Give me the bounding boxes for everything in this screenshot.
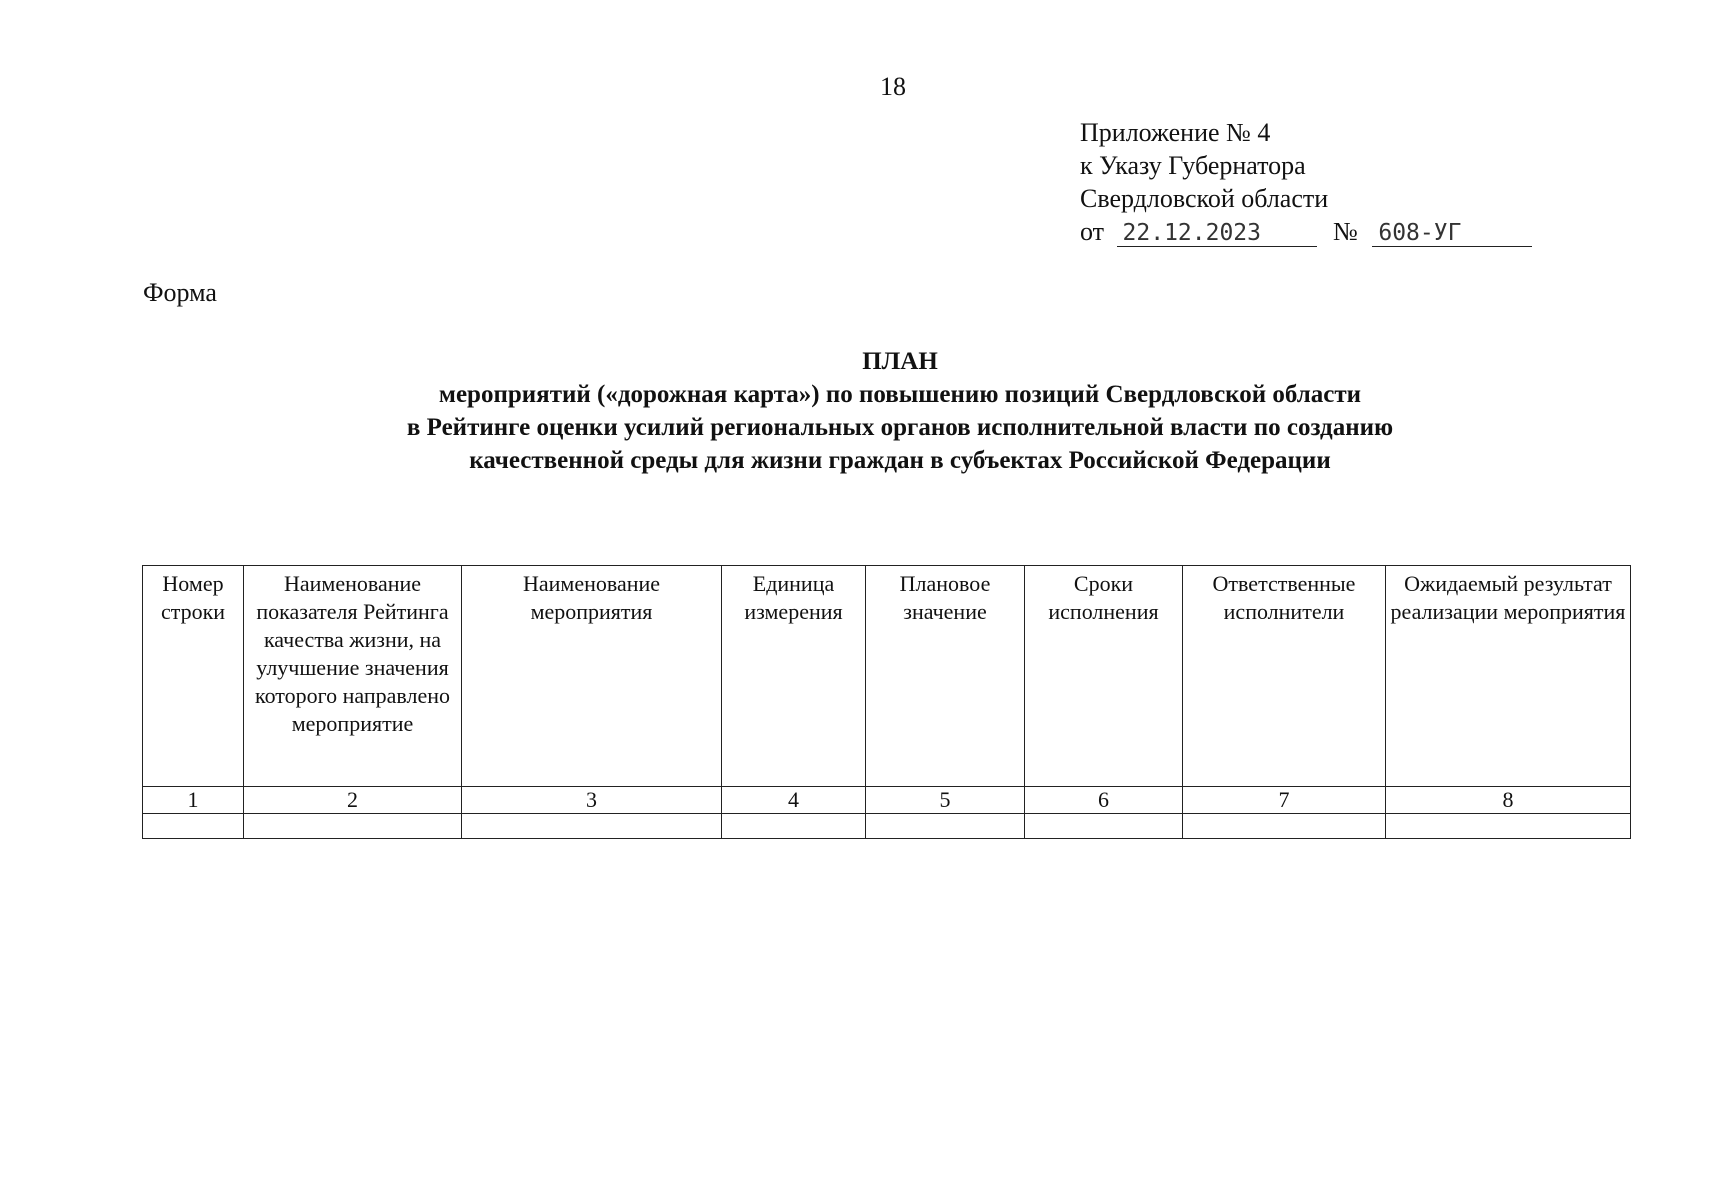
header-planned-value: Плановое значение	[866, 566, 1025, 787]
appendix-decree-ref: к Указу Губернатора	[1080, 151, 1306, 180]
form-label: Форма	[143, 278, 217, 307]
empty-cell	[244, 814, 462, 839]
decree-number: 608-УГ	[1372, 220, 1532, 247]
header-deadline: Сроки исполнения	[1025, 566, 1183, 787]
decree-date-number	[1080, 215, 1532, 248]
header-unit: Единица измерения	[722, 566, 866, 787]
empty-cell	[462, 814, 722, 839]
title-heading: ПЛАН	[862, 348, 938, 375]
document-title	[200, 345, 1600, 477]
header-activity-name: Наименование мероприятия	[462, 566, 722, 787]
title-line: в Рейтинге оценки усилий региональных органов исполнительной власти по созданию	[406, 414, 1394, 441]
column-number: 6	[1025, 787, 1183, 814]
title-line: мероприятий («дорожная карта») по повышению позиций Свердловской области	[438, 381, 1362, 408]
column-number-row	[143, 787, 1631, 814]
column-number: 5	[866, 787, 1025, 814]
empty-table-row	[143, 814, 1631, 839]
column-number: 3	[462, 787, 722, 814]
appendix-block	[1080, 116, 1532, 248]
title-line: качественной среды для жизни граждан в субъектах Российской Федерации	[469, 447, 1331, 474]
appendix-region: Свердловской области	[1080, 184, 1329, 213]
empty-cell	[143, 814, 244, 839]
empty-cell	[722, 814, 866, 839]
empty-cell	[1025, 814, 1183, 839]
appendix-title: Приложение № 4	[1080, 118, 1271, 147]
page-number: 18	[880, 72, 906, 101]
header-responsible: Ответственные исполнители	[1183, 566, 1386, 787]
column-number: 1	[143, 787, 244, 814]
column-number: 2	[244, 787, 462, 814]
empty-cell	[1386, 814, 1631, 839]
column-number: 7	[1183, 787, 1386, 814]
header-row-number: Номер строки	[143, 566, 244, 787]
decree-date: 22.12.2023	[1117, 220, 1317, 247]
plan-table	[142, 565, 1631, 839]
header-row	[143, 566, 1631, 787]
column-number: 8	[1386, 787, 1631, 814]
header-expected-result: Ожидаемый результат реализации мероприятия	[1386, 566, 1631, 787]
from-label: от	[1080, 217, 1105, 246]
empty-cell	[1183, 814, 1386, 839]
empty-cell	[866, 814, 1025, 839]
number-label: №	[1333, 217, 1358, 246]
column-number: 4	[722, 787, 866, 814]
header-indicator-name: Наименование показателя Рейтинга качества жизни, на улучшение значения которого направлено мероприятие	[244, 566, 462, 787]
